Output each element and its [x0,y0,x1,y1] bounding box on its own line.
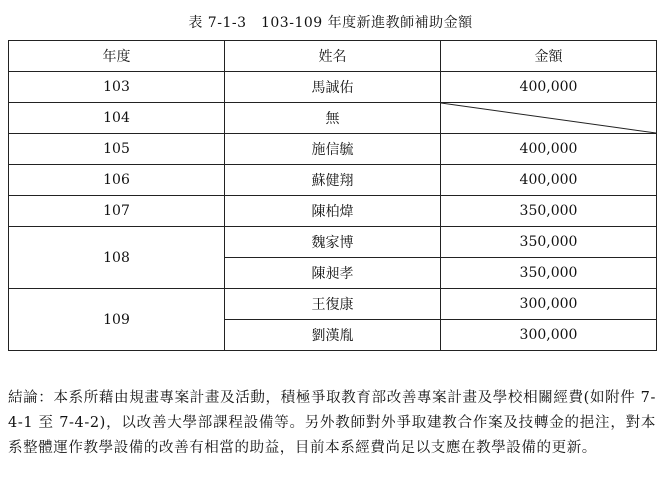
cell-amount: 400,000 [441,165,657,196]
cell-name: 魏家博 [225,227,441,258]
header-year: 年度 [9,41,225,72]
cell-amount: 350,000 [441,227,657,258]
header-name: 姓名 [225,41,441,72]
cell-name: 陳柏煒 [225,196,441,227]
cell-name: 陳昶孝 [225,258,441,289]
cell-year: 109 [9,289,225,351]
table-header-row [9,41,657,72]
conclusion-paragraph: 結論：本系所藉由規畫專案計畫及活動，積極爭取教育部改善專案計畫及學校相關經費(如附件 7-4-1 至 7-4-2)，以改善大學部課程設備等。另外教師對外爭取建教合作案及技轉金的挹注，對本系整體運作教學設備的改善有相當的助益，目前本系經費尚足以支應在教學設備的更新。 [8,390,656,456]
table-caption: 表 7-1-3 103-109 年度新進教師補助金額 [188,15,473,31]
table-row [9,196,657,227]
cell-year: 107 [9,196,225,227]
cell-amount: 350,000 [441,196,657,227]
table-row [9,227,657,258]
diagonal-line [441,103,656,133]
cell-amount: 300,000 [441,320,657,351]
cell-name: 王復康 [225,289,441,320]
cell-amount: 400,000 [441,72,657,103]
cell-name: 劉漢胤 [225,320,441,351]
cell-year: 104 [9,103,225,134]
cell-amount: 400,000 [441,134,657,165]
table-row [9,165,657,196]
cell-year: 106 [9,165,225,196]
table-row [9,289,657,320]
cell-year: 105 [9,134,225,165]
cell-year: 108 [9,227,225,289]
cell-name: 無 [225,103,441,134]
cell-amount: 350,000 [441,258,657,289]
cell-amount: 300,000 [441,289,657,320]
table-row [9,72,657,103]
table-row [9,134,657,165]
cell-name: 馬誠佑 [225,72,441,103]
table-row [9,103,657,134]
cell-name: 蘇健翔 [225,165,441,196]
cell-name: 施信毓 [225,134,441,165]
cell-amount-empty-diagonal [441,103,657,134]
cell-year: 103 [9,72,225,103]
header-amount: 金額 [441,41,657,72]
grant-table [8,40,657,351]
